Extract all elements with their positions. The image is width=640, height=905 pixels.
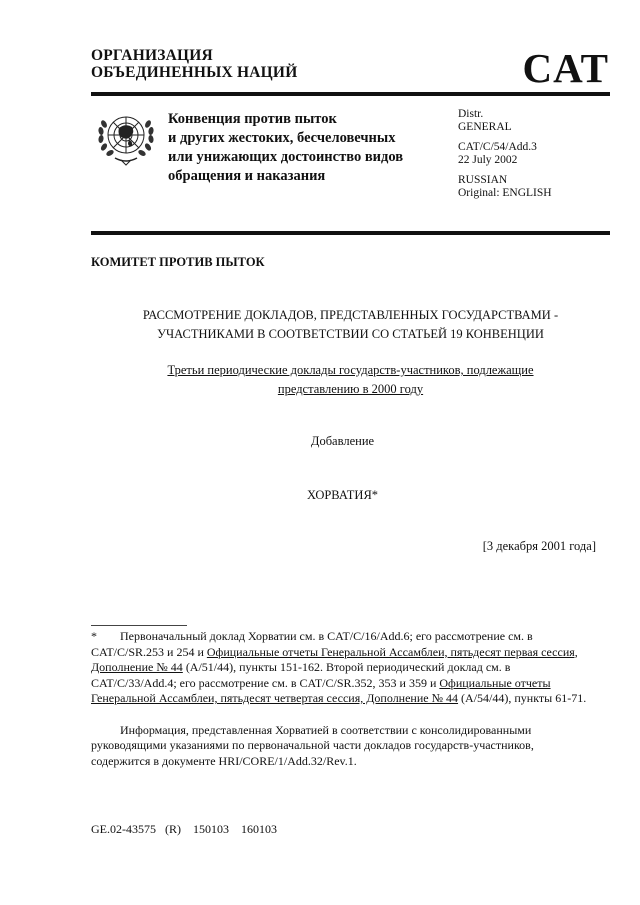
- report-subtitle: [91, 361, 610, 399]
- job-number: GE.02-43575 (R) 150103 160103: [91, 822, 277, 836]
- document-language: RUSSIAN: [458, 174, 508, 186]
- subtitle-line: представлению в 2000 году: [277, 382, 424, 396]
- footnote-text: (A/51/44), пункты 151-162. Второй периодический доклад см. в CAT/C/33/Add.4; его рассмотрение см. в CAT/C/SR.352, 353 и 359 и: [91, 660, 511, 690]
- organization-name: [91, 47, 297, 81]
- committee-name: КОМИТЕТ ПРОТИВ ПЫТОК: [91, 255, 265, 269]
- footnote-separator: [91, 625, 187, 626]
- footnote-text: (A/54/44), пункты 61-71.: [458, 691, 587, 705]
- convention-title-line: и других жестоких, бесчеловечных: [168, 130, 396, 146]
- convention-title: [168, 110, 403, 186]
- subtitle-line: Третьи периодические доклады государств-участников, подлежащие: [167, 363, 534, 377]
- footnote-text: Первоначальный доклад Хорватии см. в CAT/C/16/Add.6; его рассмотрение см. в CAT/C/SR.253 и 254 и: [91, 629, 533, 659]
- convention-title-line: Конвенция против пыток: [168, 111, 337, 127]
- convention-title-line: или унижающих достоинство видов: [168, 149, 404, 165]
- submission-date: [3 декабря 2001 года]: [482, 539, 596, 553]
- agenda-title: [91, 306, 610, 344]
- distribution-value: GENERAL: [458, 120, 512, 133]
- document-date: 22 July 2002: [458, 153, 518, 166]
- distribution-block: [458, 108, 552, 207]
- header-rule-top: [91, 92, 610, 96]
- original-language: Original: ENGLISH: [458, 186, 552, 199]
- convention-title-line: обращения и наказания: [168, 168, 326, 184]
- committee-symbol: CAT: [522, 45, 609, 91]
- un-emblem-icon: [95, 108, 157, 168]
- country-name: ХОРВАТИЯ*: [306, 488, 379, 502]
- organization-name-line2: ОБЪЕДИНЕННЫХ НАЦИЙ: [91, 64, 298, 81]
- footnote: [91, 629, 596, 769]
- document-symbol: CAT/C/54/Add.3: [458, 141, 537, 153]
- official-records-reference: Официальные отчеты Генеральной Ассамблеи, пятьдесят первая сессия, Дополнение № 44: [91, 644, 578, 674]
- organization-name-line1: ОРГАНИЗАЦИЯ: [91, 47, 213, 64]
- header-rule-bottom: [91, 231, 610, 235]
- addendum-label: Добавление: [310, 434, 375, 448]
- agenda-title-line: РАССМОТРЕНИЕ ДОКЛАДОВ, ПРЕДСТАВЛЕННЫХ ГОСУДАРСТВАМИ -: [142, 308, 559, 322]
- distribution-label: Distr.: [458, 108, 484, 120]
- official-records-reference: Официальные отчеты Генеральной Ассамблеи, пятьдесят четвертая сессия, Дополнение № 44: [91, 675, 551, 705]
- footnote-paragraph-1: [91, 629, 596, 707]
- agenda-title-line: УЧАСТНИКАМИ В СООТВЕТСТВИИ СО СТАТЬЕЙ 19 КОНВЕНЦИИ: [157, 327, 544, 341]
- footnote-marker: *: [91, 629, 97, 643]
- footnote-paragraph-2: Информация, представленная Хорватией в соответствии с консолидированными руководящими указаниями по первоначальной части докладов государств-участников, содержится в документе HRI/CORE/1/Add.32/Rev.1.: [91, 722, 534, 768]
